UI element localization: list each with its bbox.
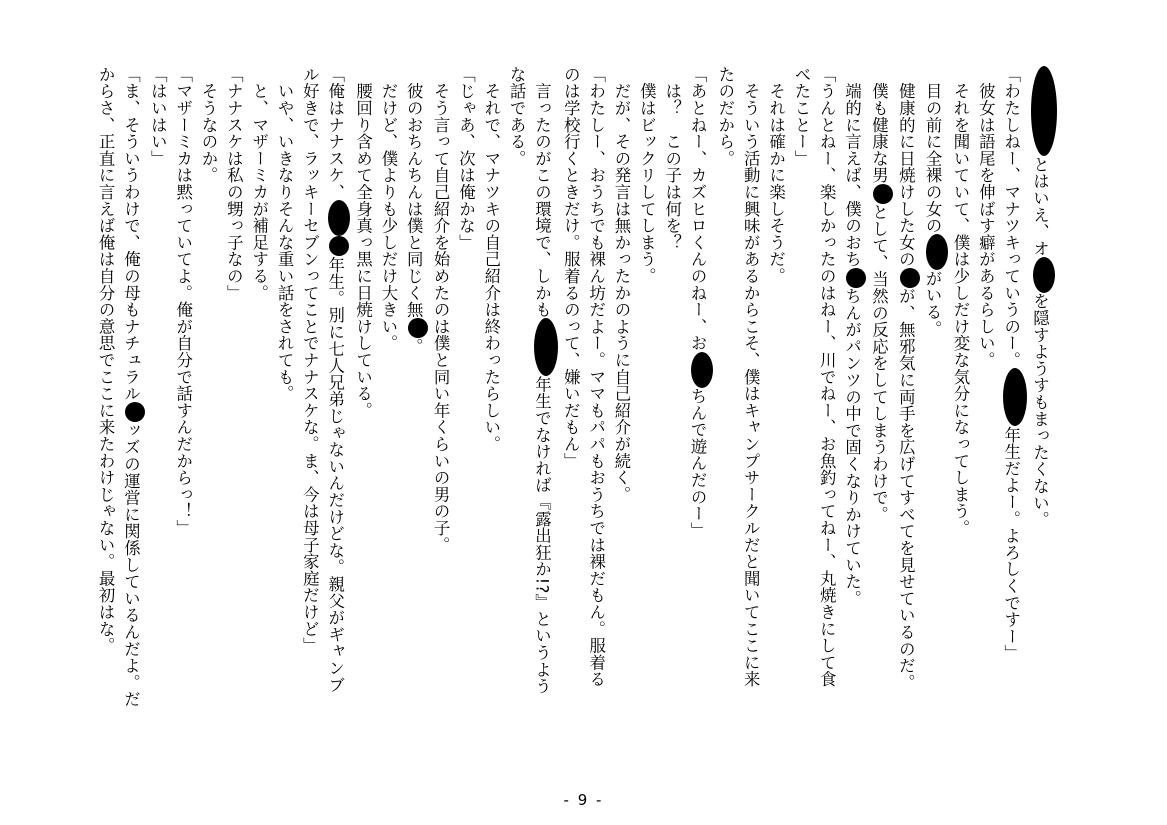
text-segment: は？ この子は何を？ [662, 66, 682, 251]
text-segment: 僕はビックリしてしまう。 [637, 66, 657, 285]
text-segment: ル好きで、ラッキーセブンってことでナナスケな。ま、今は母子家庭だけど」 [300, 66, 320, 654]
text-line [558, 66, 583, 706]
text-segment: 「マザーミカは黙っていてよ。俺が自分で話すんだからっ！」 [173, 66, 193, 537]
text-segment: を隠すようすもまったくない。 [1030, 292, 1050, 529]
text-line [478, 66, 503, 706]
text-segment: それは確かに楽しそうだ。 [766, 66, 786, 285]
text-line [738, 66, 763, 706]
text-segment: 端的に言えば、僕のおち [842, 66, 862, 268]
text-line [221, 66, 246, 706]
text-line [297, 66, 322, 706]
text-segment: 彼のおちんちんは僕と同じく無 [404, 66, 424, 318]
text-line [763, 66, 788, 706]
text-segment: 「うんとねー、楽しかったのはねー、川でねー、お魚釣ってねー、丸焼きにして食 [817, 66, 837, 688]
text-line [713, 66, 738, 706]
text-segment: 年生。別に七人兄弟じゃないんだけどな。親父がギャンブ [325, 256, 345, 694]
text-segment: 「ま、そういうわけで、俺の母もナチュラル [121, 66, 141, 402]
text-line [93, 66, 118, 706]
redaction-mask [691, 352, 713, 388]
text-segment: だけど、僕よりも少しだけ大きい。 [378, 66, 398, 352]
text-line [428, 66, 453, 706]
redaction-mask [1003, 368, 1027, 426]
text-segment: それを聞いていて、僕は少しだけ変な気分になってしまう。 [950, 66, 970, 537]
text-segment: それで、マナツキの自己紹介は終わったらしい。 [481, 66, 501, 453]
text-line [118, 66, 145, 706]
text-line [920, 66, 948, 706]
text-line [893, 66, 920, 706]
text-segment: ちんで遊んだのー」 [688, 387, 708, 539]
text-segment: と、マザーミカが補足する。 [249, 66, 269, 302]
redaction-mask [846, 268, 866, 288]
redaction-mask [328, 200, 350, 236]
text-line [866, 66, 893, 706]
text-line [504, 66, 529, 706]
redaction-mask [534, 318, 558, 376]
text-line [583, 66, 608, 706]
text-line [401, 66, 428, 706]
text-line [145, 66, 170, 706]
text-segment: たのだから。 [715, 66, 735, 167]
text-segment: ちんがパンツの中で固くなりかけていた。 [842, 287, 862, 607]
text-segment: 言ったのがこの環境で、しかも [532, 66, 552, 318]
text-line [839, 66, 866, 706]
text-segment: そうなのか。 [199, 66, 218, 184]
text-segment: 「わたしねー、マナツキっていうのー。 [1001, 66, 1021, 369]
text-segment: が、無邪気に両手を広げてすべてを見せているのだ。 [896, 287, 916, 691]
text-segment: 僕も健康な男 [869, 66, 889, 184]
text-segment: な話である。 [507, 66, 527, 167]
redaction-mask [900, 268, 920, 288]
redaction-mask [408, 318, 428, 338]
page-number: - 9 - [563, 791, 604, 809]
text-segment: だが、その発言は無かったかのように自己紹介が続く。 [612, 66, 631, 503]
text-segment: とはいえ、オ [1030, 156, 1050, 257]
text-segment: からさ、正直に言えば俺は自分の意思でここに来たわけじゃない。最初はな。 [96, 66, 116, 654]
vertical-text-body [93, 66, 1057, 706]
text-line [998, 66, 1027, 706]
text-segment: がいる。 [923, 270, 943, 338]
text-segment: として、当然の反応をしてしまうわけで。 [869, 203, 889, 523]
text-segment: そういう活動に興味があるからこそ、僕はキャンプサークルだと聞いてここに来 [741, 66, 761, 688]
text-segment: 「はいはい」 [148, 66, 168, 167]
redaction-mask [873, 184, 893, 204]
text-segment: 「わたしー、おうちでも裸ん坊だよー。ママもパパもおうちでは裸だもん。服着る [586, 66, 606, 688]
text-line [609, 66, 634, 706]
text-segment: 彼女は語尾を伸ばす癖があるらしい。 [976, 66, 996, 369]
text-line [659, 66, 684, 706]
redaction-mask [329, 236, 349, 256]
text-line [196, 66, 221, 706]
text-line [685, 66, 713, 706]
text-segment: 。 [404, 338, 424, 355]
text-line [948, 66, 973, 706]
text-segment: 「あとねー、カズヒロくんのねー、お [688, 66, 708, 352]
text-line [789, 66, 814, 706]
text-segment: のは学校行くときだけ。服着るのって、嫌いだもん」 [561, 66, 581, 470]
text-line [634, 66, 659, 706]
text-segment: 「ナナスケは私の甥っ子なの」 [224, 66, 244, 302]
text-segment: 健康的に日焼けした女の [896, 66, 916, 268]
text-segment: そう言って自己紹介を始めたのは僕と同い年くらいの男の子。 [431, 66, 451, 554]
text-segment: 目の前に全裸の女の [923, 66, 943, 234]
text-segment: べたことー」 [791, 66, 811, 167]
redaction-mask [1031, 66, 1057, 156]
redaction-mask [125, 402, 145, 422]
text-line [529, 66, 558, 706]
redaction-mask [926, 234, 948, 270]
text-line [322, 66, 350, 706]
text-segment: 「俺はナナスケ、 [325, 66, 345, 201]
text-line [1027, 66, 1057, 706]
text-segment: 年生だよー。よろしくですー」 [1001, 426, 1021, 662]
text-line [973, 66, 998, 706]
text-segment: ッズの運営に関係しているんだよ。だ [121, 422, 141, 708]
text-segment: 腰回り含めて全身真っ黒に日焼けしている。 [353, 66, 373, 419]
text-line [453, 66, 478, 706]
text-line [170, 66, 195, 706]
text-segment: 「じゃあ、次は俺かな」 [456, 66, 476, 251]
text-segment: 年生でなければ『露出狂か!?』というよう [532, 376, 552, 695]
text-line [246, 66, 271, 706]
text-line [814, 66, 839, 706]
text-line [272, 66, 297, 706]
text-segment: いや、いきなりそんな重い話をされても。 [275, 66, 295, 402]
redaction-mask [1033, 257, 1055, 293]
text-line [350, 66, 375, 706]
text-line [376, 66, 401, 706]
